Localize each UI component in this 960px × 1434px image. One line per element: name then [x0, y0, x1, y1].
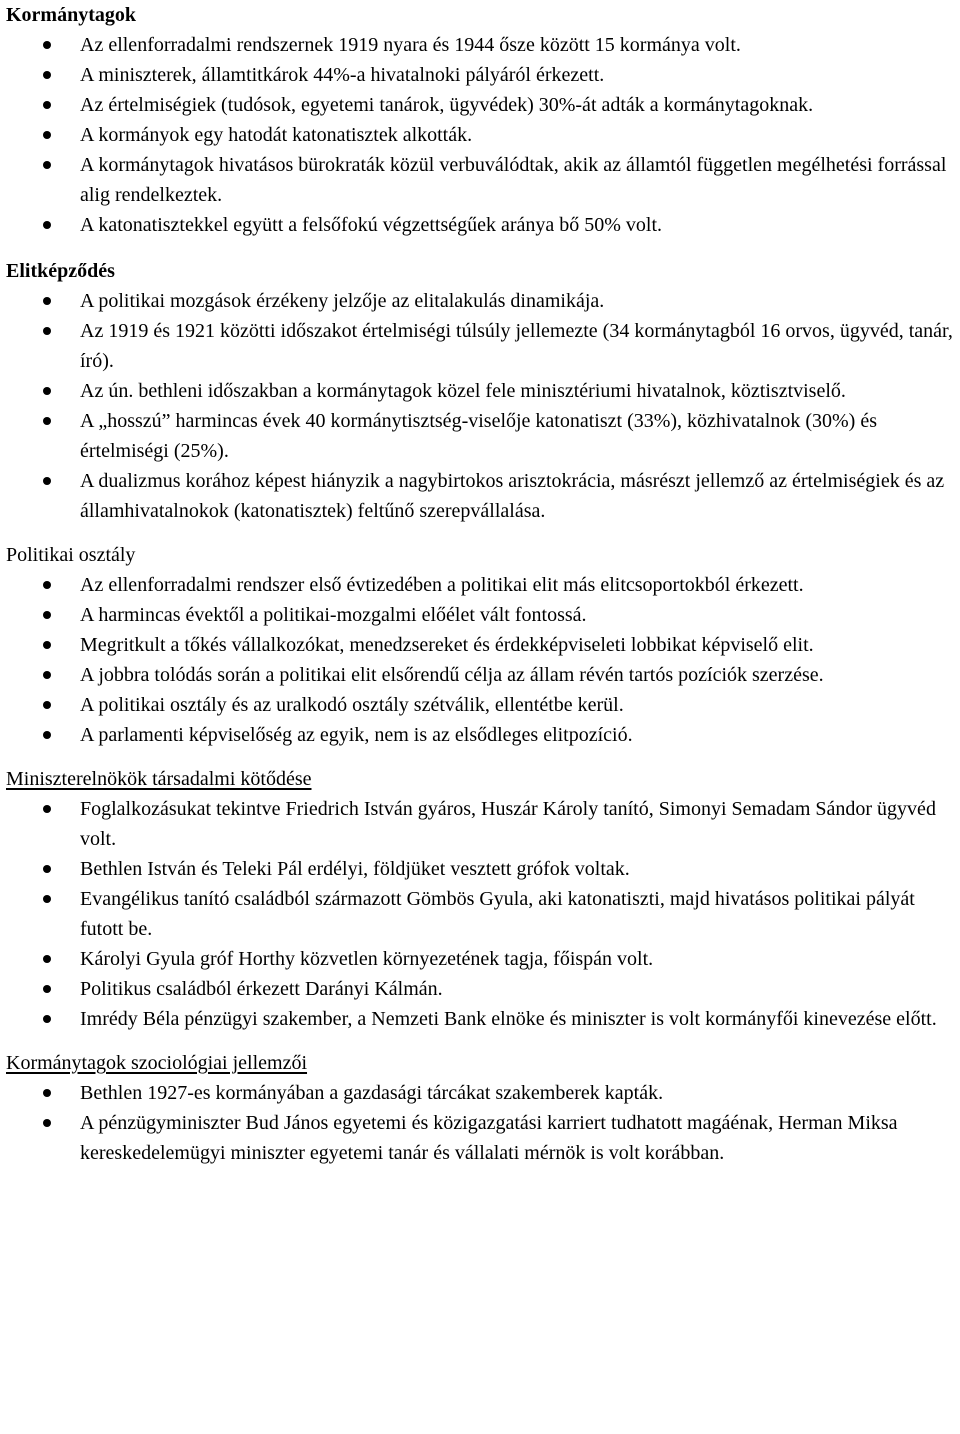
bullet-list — [0, 570, 960, 750]
list-item-text: Bethlen István és Teleki Pál erdélyi, földjüket vesztett grófok voltak. — [80, 858, 630, 880]
bullet-icon — [43, 161, 51, 169]
bullet-list — [0, 30, 960, 240]
bullet-icon — [43, 731, 51, 739]
bullet-icon — [43, 865, 51, 873]
bullet-list — [0, 1078, 960, 1168]
section-elitkepzodes — [0, 256, 960, 526]
bullet-list — [0, 794, 960, 1034]
list-item-text: A jobbra tolódás során a politikai elit elsőrendű célja az állam révén tartós pozíciók szerzése. — [80, 664, 824, 686]
bullet-icon — [43, 297, 51, 305]
list-item — [0, 660, 960, 690]
list-item — [0, 466, 960, 526]
bullet-icon — [43, 417, 51, 425]
list-item-text: Megritkult a tőkés vállalkozókat, menedzsereket és érdekképviseleti lobbikat képviselő elit. — [80, 634, 814, 656]
list-item-text: Politikus családból érkezett Darányi Kálmán. — [80, 978, 443, 1000]
list-item-text: Károlyi Gyula gróf Horthy közvetlen környezetének tagja, főispán volt. — [80, 948, 654, 970]
list-item — [0, 1108, 960, 1168]
list-item-text: A politikai mozgások érzékeny jelzője az elitalakulás dinamikája. — [80, 290, 605, 312]
bullet-icon — [43, 581, 51, 589]
list-item-text: Evangélikus tanító családból származott Gömbös Gyula, aki katonatiszti, majd hivatásos politikai pályát futott be. — [80, 888, 915, 940]
bullet-icon — [43, 895, 51, 903]
list-item-text: A miniszterek, államtitkárok 44%-a hivatalnoki pályáról érkezett. — [80, 64, 605, 86]
list-item — [0, 690, 960, 720]
list-item-text: Az ellenforradalmi rendszernek 1919 nyara és 1944 ősze között 15 kormánya volt. — [80, 34, 741, 56]
list-item — [0, 1004, 960, 1034]
list-item-text: A parlamenti képviselőség az egyik, nem is az elsődleges elitpozíció. — [80, 724, 633, 746]
list-item — [0, 570, 960, 600]
list-item — [0, 974, 960, 1004]
list-item-text: Az ellenforradalmi rendszer első évtizedében a politikai elit más elitcsoportokból érkezett. — [80, 574, 804, 596]
section-heading: Miniszterelnökök társadalmi kötődése — [6, 768, 312, 790]
list-item-text: A kormánytagok hivatásos bürokraták közül verbuválódtak, akik az államtól független megélhetési forrással alig rendelkeztek. — [80, 154, 947, 206]
bullet-list — [0, 286, 960, 526]
list-item — [0, 90, 960, 120]
section-heading: Politikai osztály — [6, 544, 136, 566]
bullet-icon — [43, 985, 51, 993]
list-item-text: Bethlen 1927-es kormányában a gazdasági tárcákat szakemberek kapták. — [80, 1082, 664, 1104]
list-item-text: A kormányok egy hatodát katonatisztek alkották. — [80, 124, 473, 146]
section-heading: Elitképződés — [6, 260, 115, 282]
list-item-text: A politikai osztály és az uralkodó osztály szétválik, ellentétbe kerül. — [80, 694, 624, 716]
bullet-icon — [43, 101, 51, 109]
bullet-icon — [43, 71, 51, 79]
list-item-text: A „hosszú” harmincas évek 40 kormánytisztség-viselője katonatiszt (33%), közhivatalnok (30%) és értelmiségi (25%). — [80, 410, 877, 462]
bullet-icon — [43, 477, 51, 485]
list-item — [0, 1078, 960, 1108]
list-item-text: Az értelmiségiek (tudósok, egyetemi tanárok, ügyvédek) 30%-át adták a kormánytagoknak. — [80, 94, 814, 116]
list-item — [0, 316, 960, 376]
section-kormanytagok — [0, 0, 960, 240]
list-item — [0, 600, 960, 630]
list-item — [0, 720, 960, 750]
bullet-icon — [43, 701, 51, 709]
list-item — [0, 630, 960, 660]
section-szociologiai-jellemzok — [0, 1048, 960, 1168]
list-item-text: A dualizmus korához képest hiányzik a nagybirtokos arisztokrácia, másrészt jellemző az értelmiségiek és az államhivatalnokok (katonatisztek) feltűnő szerepvállalása. — [80, 470, 945, 522]
bullet-icon — [43, 1119, 51, 1127]
list-item — [0, 210, 960, 240]
list-item — [0, 120, 960, 150]
bullet-icon — [43, 671, 51, 679]
list-item — [0, 376, 960, 406]
bullet-icon — [43, 805, 51, 813]
section-miniszterelnokok — [0, 764, 960, 1034]
list-item-text: Imrédy Béla pénzügyi szakember, a Nemzeti Bank elnöke és miniszter is volt kormányfői kinevezése előtt. — [80, 1008, 937, 1030]
list-item — [0, 794, 960, 854]
list-item-text: Az ún. bethleni időszakban a kormánytagok közel fele minisztériumi hivatalnok, köztisztviselő. — [80, 380, 846, 402]
list-item — [0, 944, 960, 974]
list-item-text: Foglalkozásukat tekintve Friedrich István gyáros, Huszár Károly tanító, Simonyi Semadam Sándor ügyvéd volt. — [80, 798, 936, 850]
list-item — [0, 406, 960, 466]
list-item-text: A pénzügyminiszter Bud János egyetemi és közigazgatási karriert tudhatott magáénak, Herman Miksa kereskedelemügyi miniszter egyetemi tanár és vállalati mérnök is volt korábban. — [80, 1112, 898, 1164]
list-item-text: A katonatisztekkel együtt a felsőfokú végzettségűek aránya bő 50% volt. — [80, 214, 663, 236]
bullet-icon — [43, 327, 51, 335]
list-item — [0, 286, 960, 316]
list-item — [0, 150, 960, 210]
bullet-icon — [43, 1089, 51, 1097]
list-item — [0, 60, 960, 90]
bullet-icon — [43, 41, 51, 49]
section-heading: Kormánytagok szociológiai jellemzői — [6, 1052, 308, 1074]
section-heading: Kormánytagok — [6, 4, 136, 26]
bullet-icon — [43, 1015, 51, 1023]
bullet-icon — [43, 387, 51, 395]
list-item — [0, 854, 960, 884]
section-politikai-osztaly — [0, 540, 960, 750]
list-item-text: Az 1919 és 1921 közötti időszakot értelmiségi túlsúly jellemezte (34 kormánytagból 16 orvos, ügyvéd, tanár, író). — [80, 320, 953, 372]
bullet-icon — [43, 955, 51, 963]
bullet-icon — [43, 611, 51, 619]
bullet-icon — [43, 641, 51, 649]
list-item — [0, 884, 960, 944]
list-item — [0, 30, 960, 60]
list-item-text: A harmincas évektől a politikai-mozgalmi előélet vált fontossá. — [80, 604, 587, 626]
bullet-icon — [43, 131, 51, 139]
bullet-icon — [43, 221, 51, 229]
